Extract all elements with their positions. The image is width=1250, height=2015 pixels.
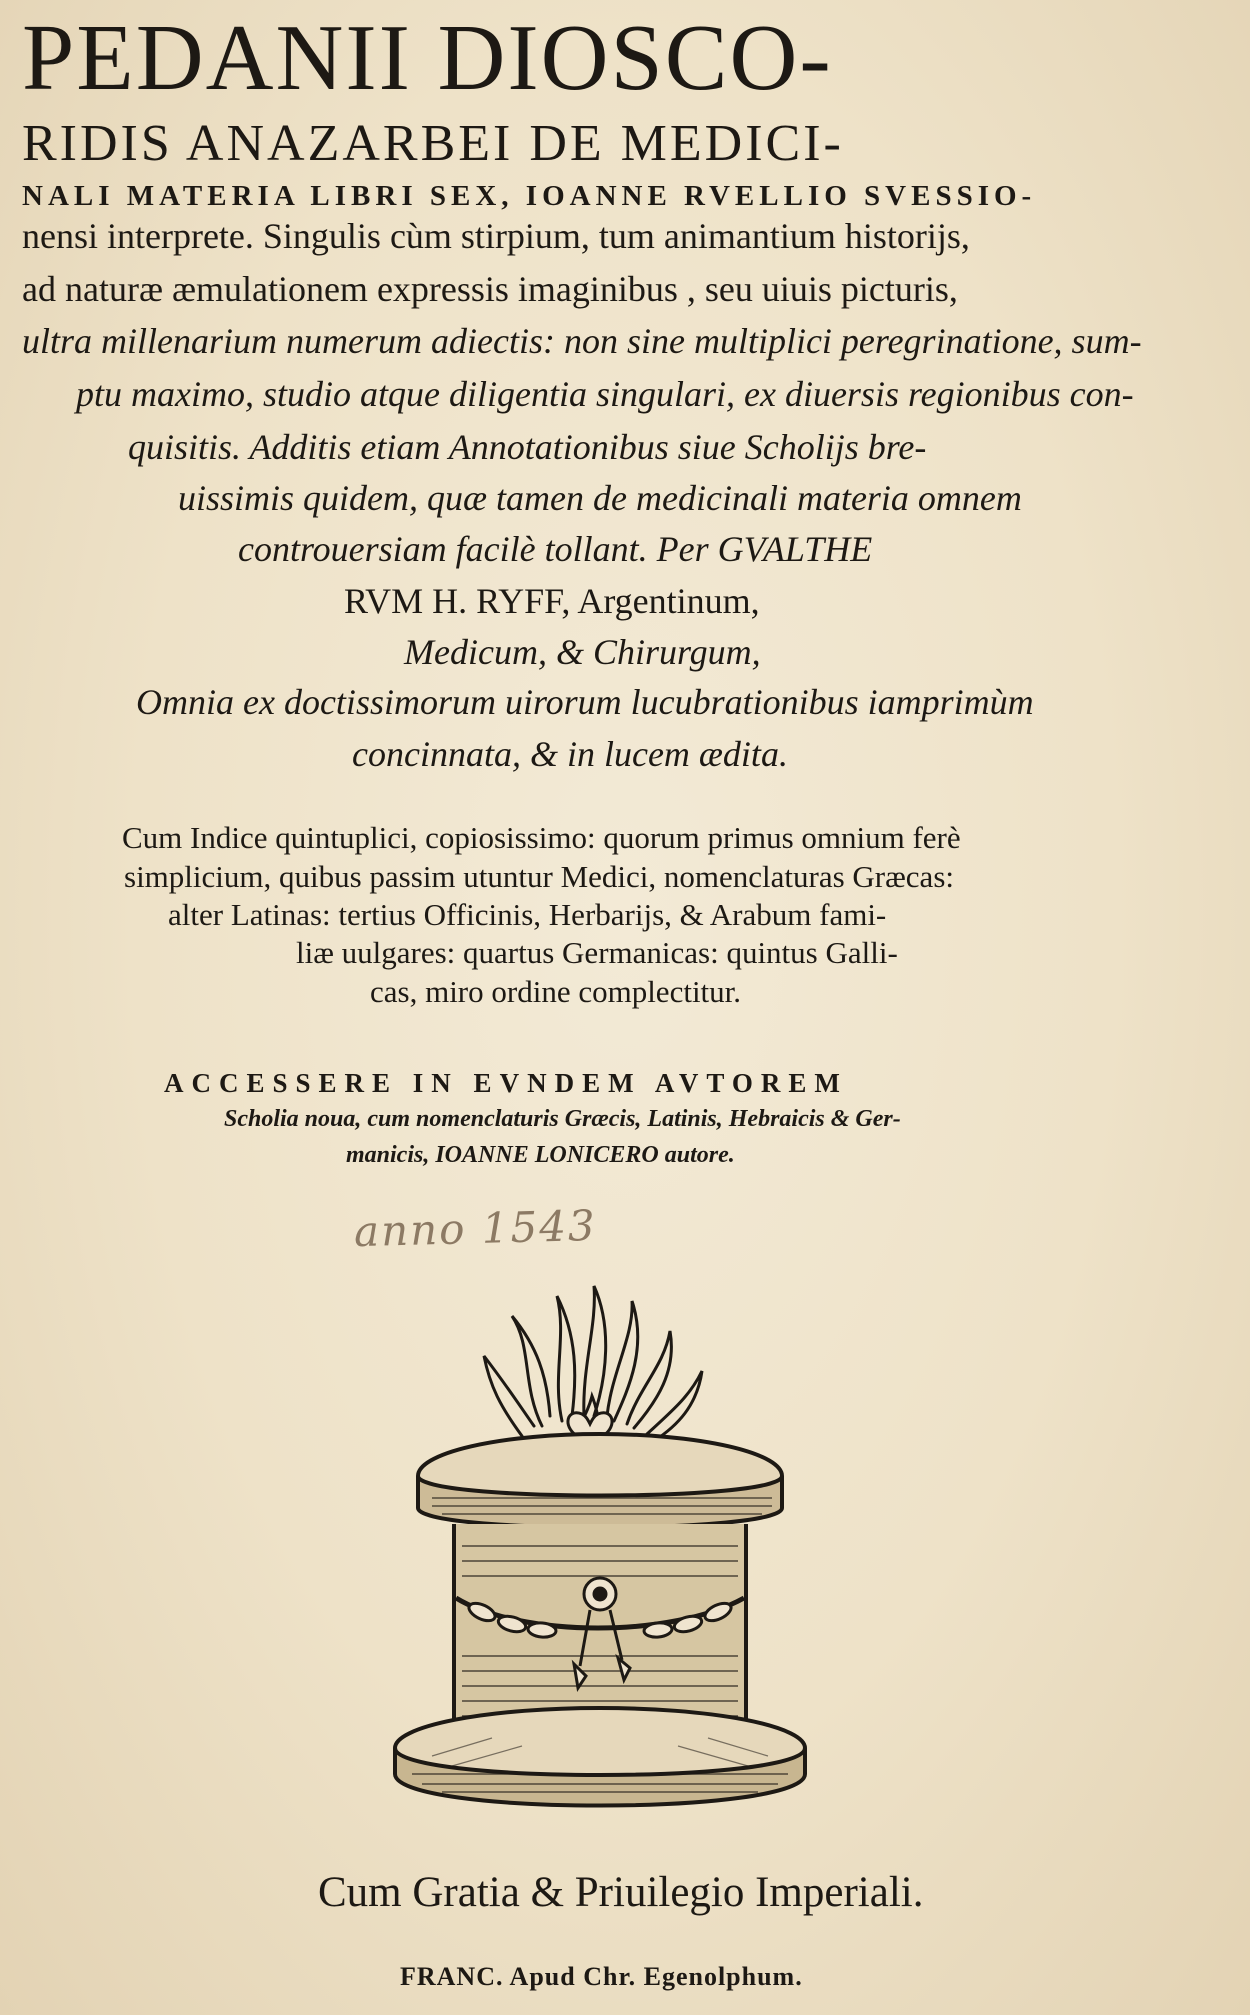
title-line-6: ultra millenarium numerum adiectis: non sine multiplici peregrinatione, sum-: [22, 321, 1142, 361]
index-line-4: liæ uulgares: quartus Germanicas: quintus Galli-: [296, 935, 898, 970]
title-line-5: ad naturæ æmulationem expressis imaginibus , seu uiuis picturis,: [22, 269, 958, 309]
index-line-1: Cum Indice quintuplici, copiosissimo: quorum primus omnium ferè: [122, 820, 961, 855]
title-line-2: RIDIS ANAZARBEI DE MEDICI-: [22, 115, 844, 172]
title-line-4: nensi interprete. Singulis cùm stirpium, tum animantium historijs,: [22, 216, 970, 256]
title-line-13: Omnia ex doctissimorum uirorum lucubrationibus iamprimùm: [136, 682, 1034, 722]
privilege-line: Cum Gratia & Priuilegio Imperiali.: [318, 1869, 924, 1916]
title-line-14: concinnata, & in lucem ædita.: [352, 734, 788, 774]
index-line-5: cas, miro ordine complectitur.: [370, 974, 742, 1009]
title-line-7: ptu maximo, studio atque diligentia singulari, ex diuersis regionibus con-: [76, 374, 1134, 414]
title-line-8: quisitis. Additis etiam Annotationibus siue Scholijs bre-: [128, 427, 927, 467]
title-line-3: NALI MATERIA LIBRI SEX, IOANNE RVELLIO SVESSIO-: [22, 180, 1037, 212]
title-line-11: RVM H. RYFF, Argentinum,: [344, 581, 760, 621]
title-line-12: Medicum, & Chirurgum,: [404, 632, 761, 672]
accessere-line-2: Scholia noua, cum nomenclaturis Græcis, Latinis, Hebraicis & Ger-: [224, 1106, 901, 1132]
accessere-heading: ACCESSERE IN EVNDEM AVTOREM: [164, 1068, 848, 1098]
title-line-1: PEDANII DIOSCO-: [22, 8, 833, 108]
handwritten-date-note: anno 1543: [353, 1200, 598, 1257]
title-line-9: uissimis quidem, quæ tamen de medicinali materia omnem: [178, 478, 1022, 518]
accessere-line-3: manicis, IOANNE LONICERO autore.: [346, 1142, 735, 1168]
title-line-10: controuersiam facilè tollant. Per GVALTHE: [238, 529, 873, 569]
index-line-3: alter Latinas: tertius Officinis, Herbarijs, & Arabum fami-: [168, 897, 887, 932]
printer-device-woodcut-icon: [372, 1276, 828, 1816]
index-line-2: simplicium, quibus passim utuntur Medici, nomenclaturas Græcas:: [124, 859, 954, 894]
imprint-line: FRANC. Apud Chr. Egenolphum.: [400, 1962, 803, 1991]
